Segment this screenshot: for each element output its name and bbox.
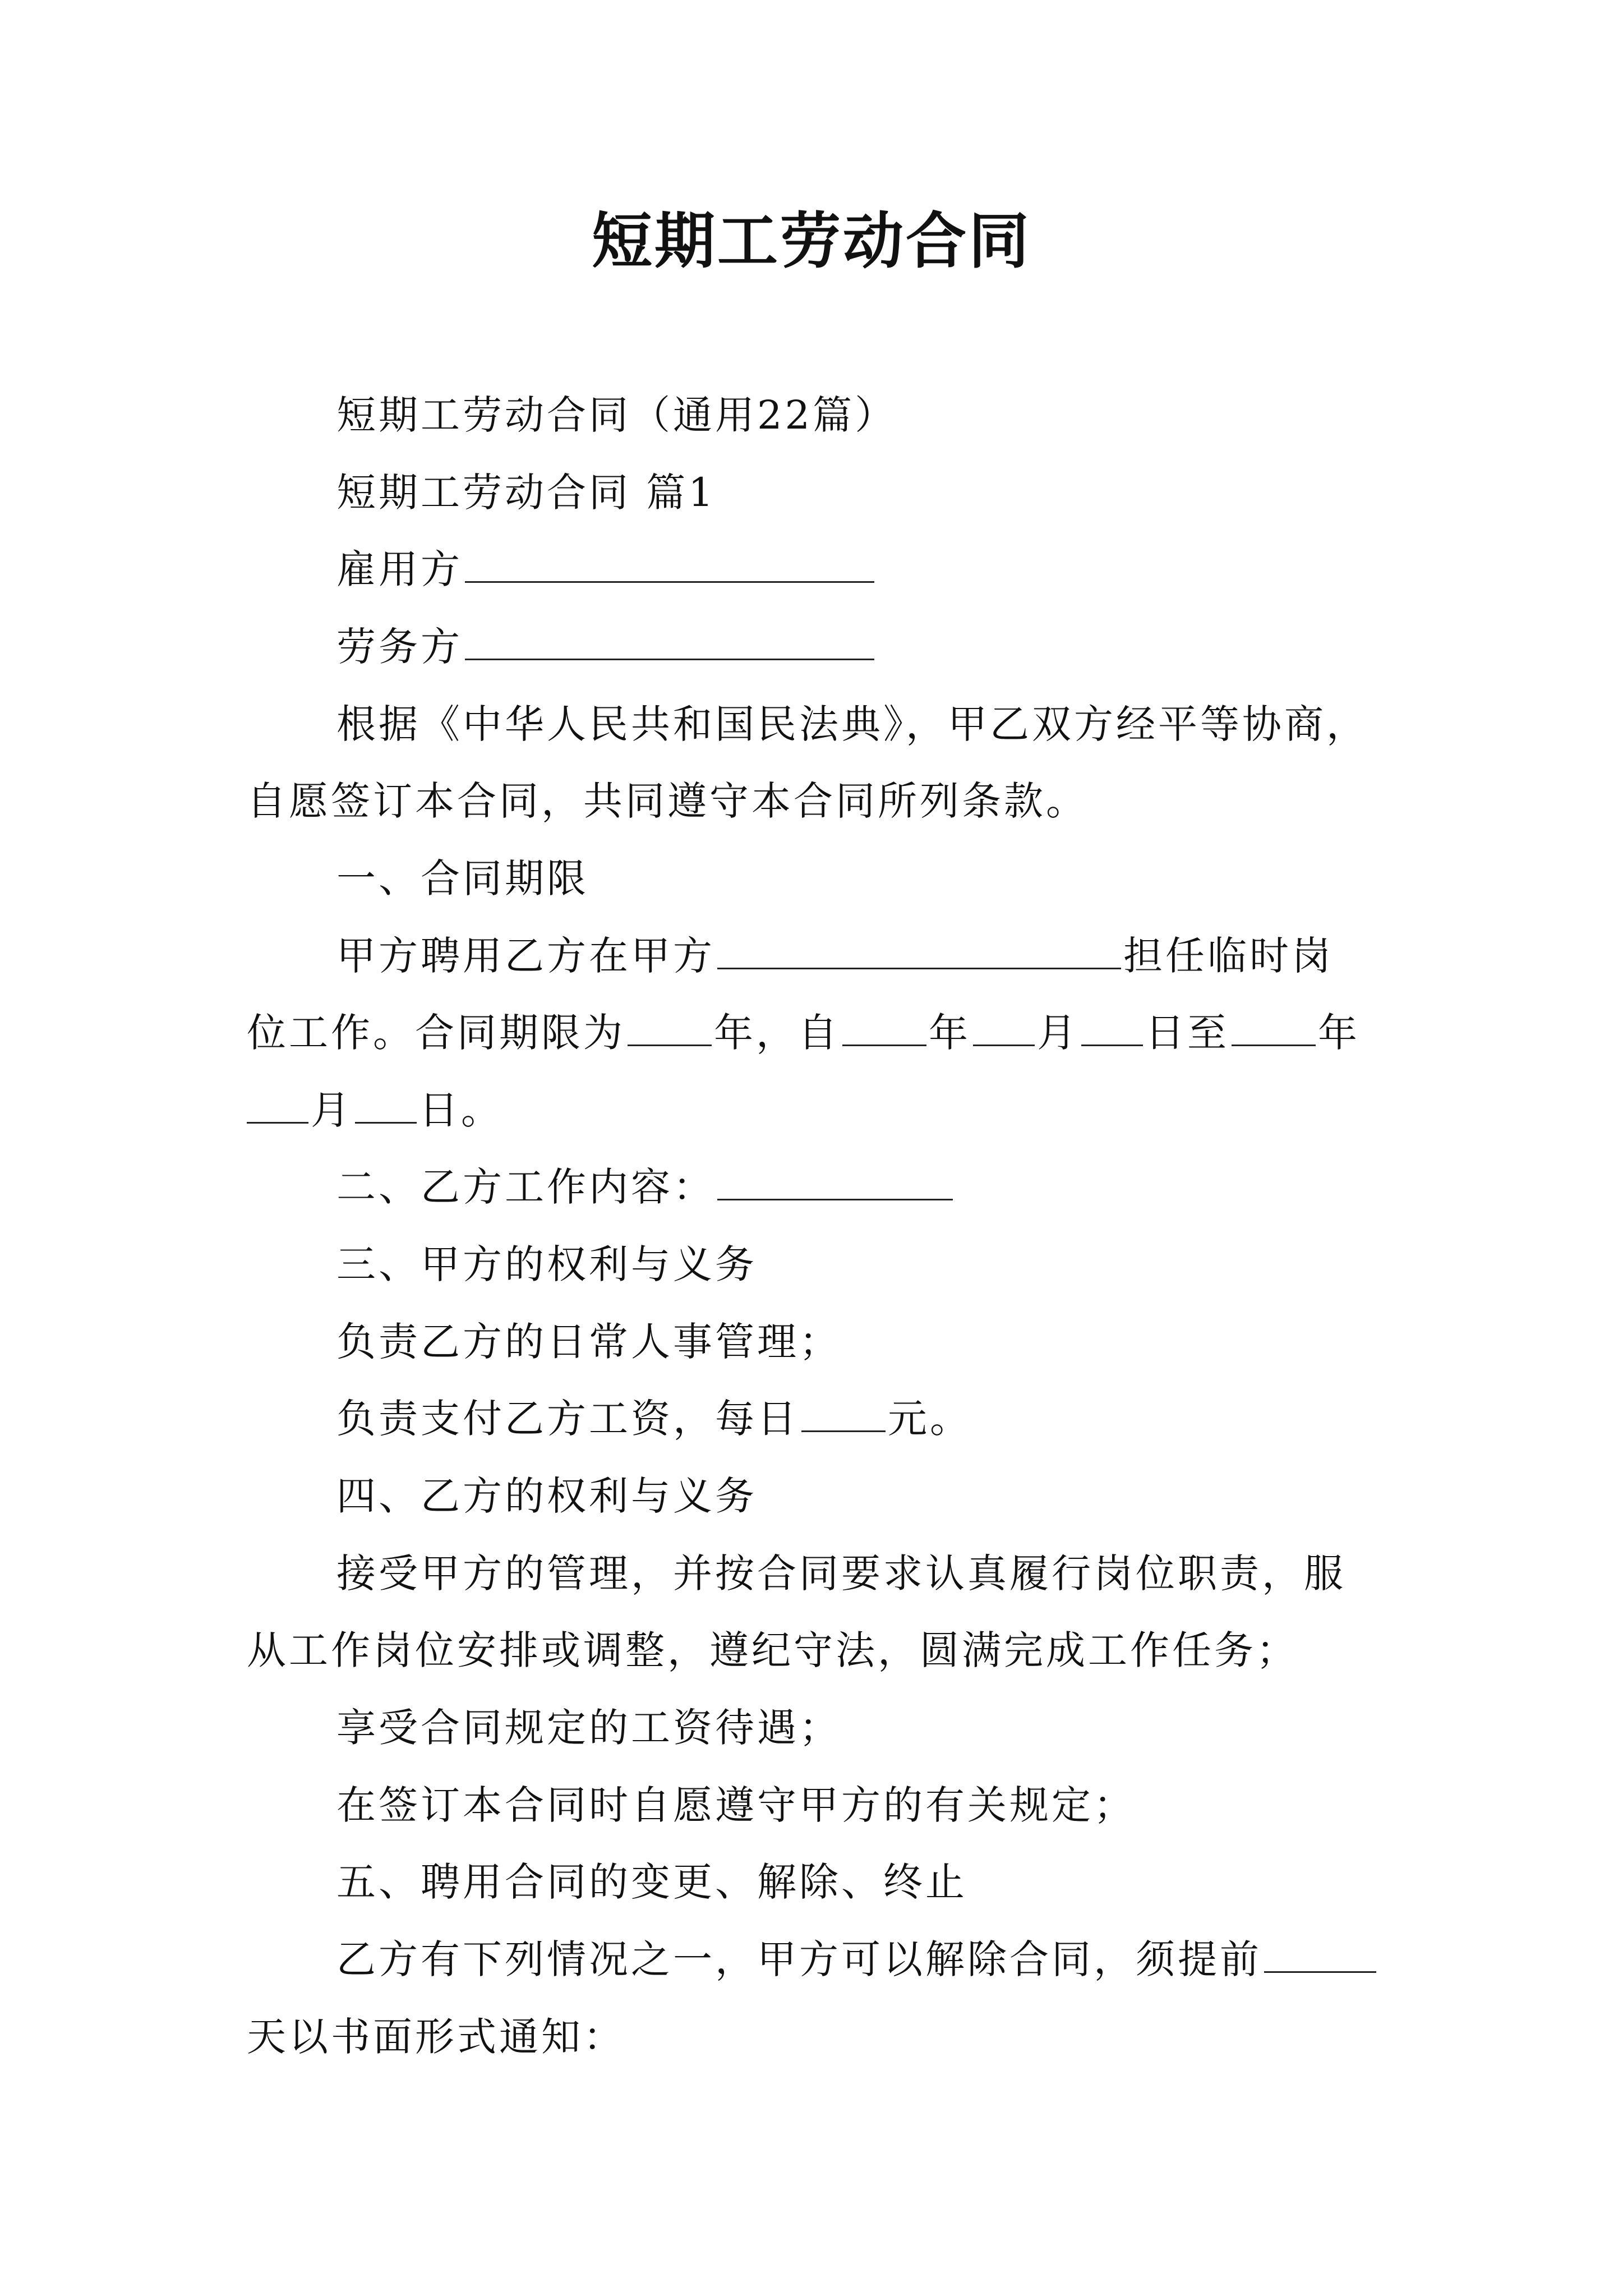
employer-label: 雇用方 <box>336 546 463 592</box>
worker-line <box>336 619 877 675</box>
section-heading: 五、聘用合同的变更、解除、终止 <box>336 1859 967 1905</box>
text-segment: 甲方聘用乙方在甲方 <box>336 933 715 979</box>
worker-label: 劳务方 <box>336 624 463 670</box>
paragraph-line <box>336 1931 1378 1987</box>
notice-days-blank[interactable] <box>1264 1932 1376 1973</box>
employer-blank[interactable] <box>465 542 874 583</box>
paragraph-line: 天以书面形式通知： <box>247 2014 625 2060</box>
section-heading <box>336 1159 955 1215</box>
text-segment: 担任临时岗 <box>1123 933 1334 979</box>
text-segment: 日。 <box>419 1087 503 1133</box>
worker-blank[interactable] <box>465 619 874 660</box>
text-segment: 乙方有下列情况之一，甲方可以解除合同，须提前 <box>336 1936 1262 1982</box>
text-segment: 日至 <box>1145 1010 1229 1056</box>
paragraph-line: 从工作岗位安排或调整，遵纪守法，圆满完成工作任务； <box>247 1627 1298 1673</box>
employer-line <box>336 541 877 597</box>
section-heading: 一、合同期限 <box>336 855 589 901</box>
section-heading: 三、甲方的权利与义务 <box>336 1241 757 1287</box>
years-blank[interactable] <box>628 1005 712 1046</box>
section-heading: 四、乙方的权利与义务 <box>336 1473 757 1519</box>
text-segment: 月 <box>1037 1010 1079 1056</box>
paragraph-line <box>336 1391 972 1447</box>
text-segment: 月 <box>311 1087 353 1133</box>
text-segment: 位工作。合同期限为 <box>247 1010 625 1056</box>
text-segment: 年 <box>1318 1010 1360 1056</box>
end-year-blank[interactable] <box>1232 1005 1316 1046</box>
paragraph-line <box>247 1082 503 1138</box>
paragraph-line <box>247 1005 1360 1061</box>
daily-wage-blank[interactable] <box>801 1391 886 1432</box>
text-segment: 二、乙方工作内容： <box>336 1164 715 1210</box>
subtitle-line: 短期工劳动合同（通用22篇） <box>336 392 897 438</box>
paragraph-line: 负责乙方的日常人事管理； <box>336 1319 841 1365</box>
text-segment: 年 <box>929 1010 971 1056</box>
article-heading: 短期工劳动合同 篇1 <box>336 470 716 516</box>
paragraph-line: 接受甲方的管理，并按合同要求认真履行岗位职责，服 <box>336 1550 1346 1596</box>
end-month-blank[interactable] <box>247 1083 308 1124</box>
text-segment: 负责支付乙方工资，每日 <box>336 1396 799 1442</box>
paragraph-line: 享受合同规定的工资待遇； <box>336 1705 841 1751</box>
paragraph-line: 自愿签订本合同，共同遵守本合同所列条款。 <box>247 778 1088 824</box>
job-content-blank[interactable] <box>717 1159 953 1200</box>
start-day-blank[interactable] <box>1081 1005 1143 1046</box>
text-segment: 元。 <box>888 1396 972 1442</box>
text-segment: 年，自 <box>714 1010 840 1056</box>
document-title: 短期工劳动合同 <box>591 206 1031 277</box>
paragraph-line: 在签订本合同时自愿遵守甲方的有关规定； <box>336 1782 1136 1828</box>
position-blank[interactable] <box>717 928 1121 969</box>
end-day-blank[interactable] <box>355 1083 417 1124</box>
start-month-blank[interactable] <box>973 1005 1035 1046</box>
start-year-blank[interactable] <box>842 1005 926 1046</box>
paragraph-line <box>336 928 1334 984</box>
paragraph-line: 根据《中华人民共和国民法典》，甲乙双方经平等协商， <box>336 701 1368 747</box>
